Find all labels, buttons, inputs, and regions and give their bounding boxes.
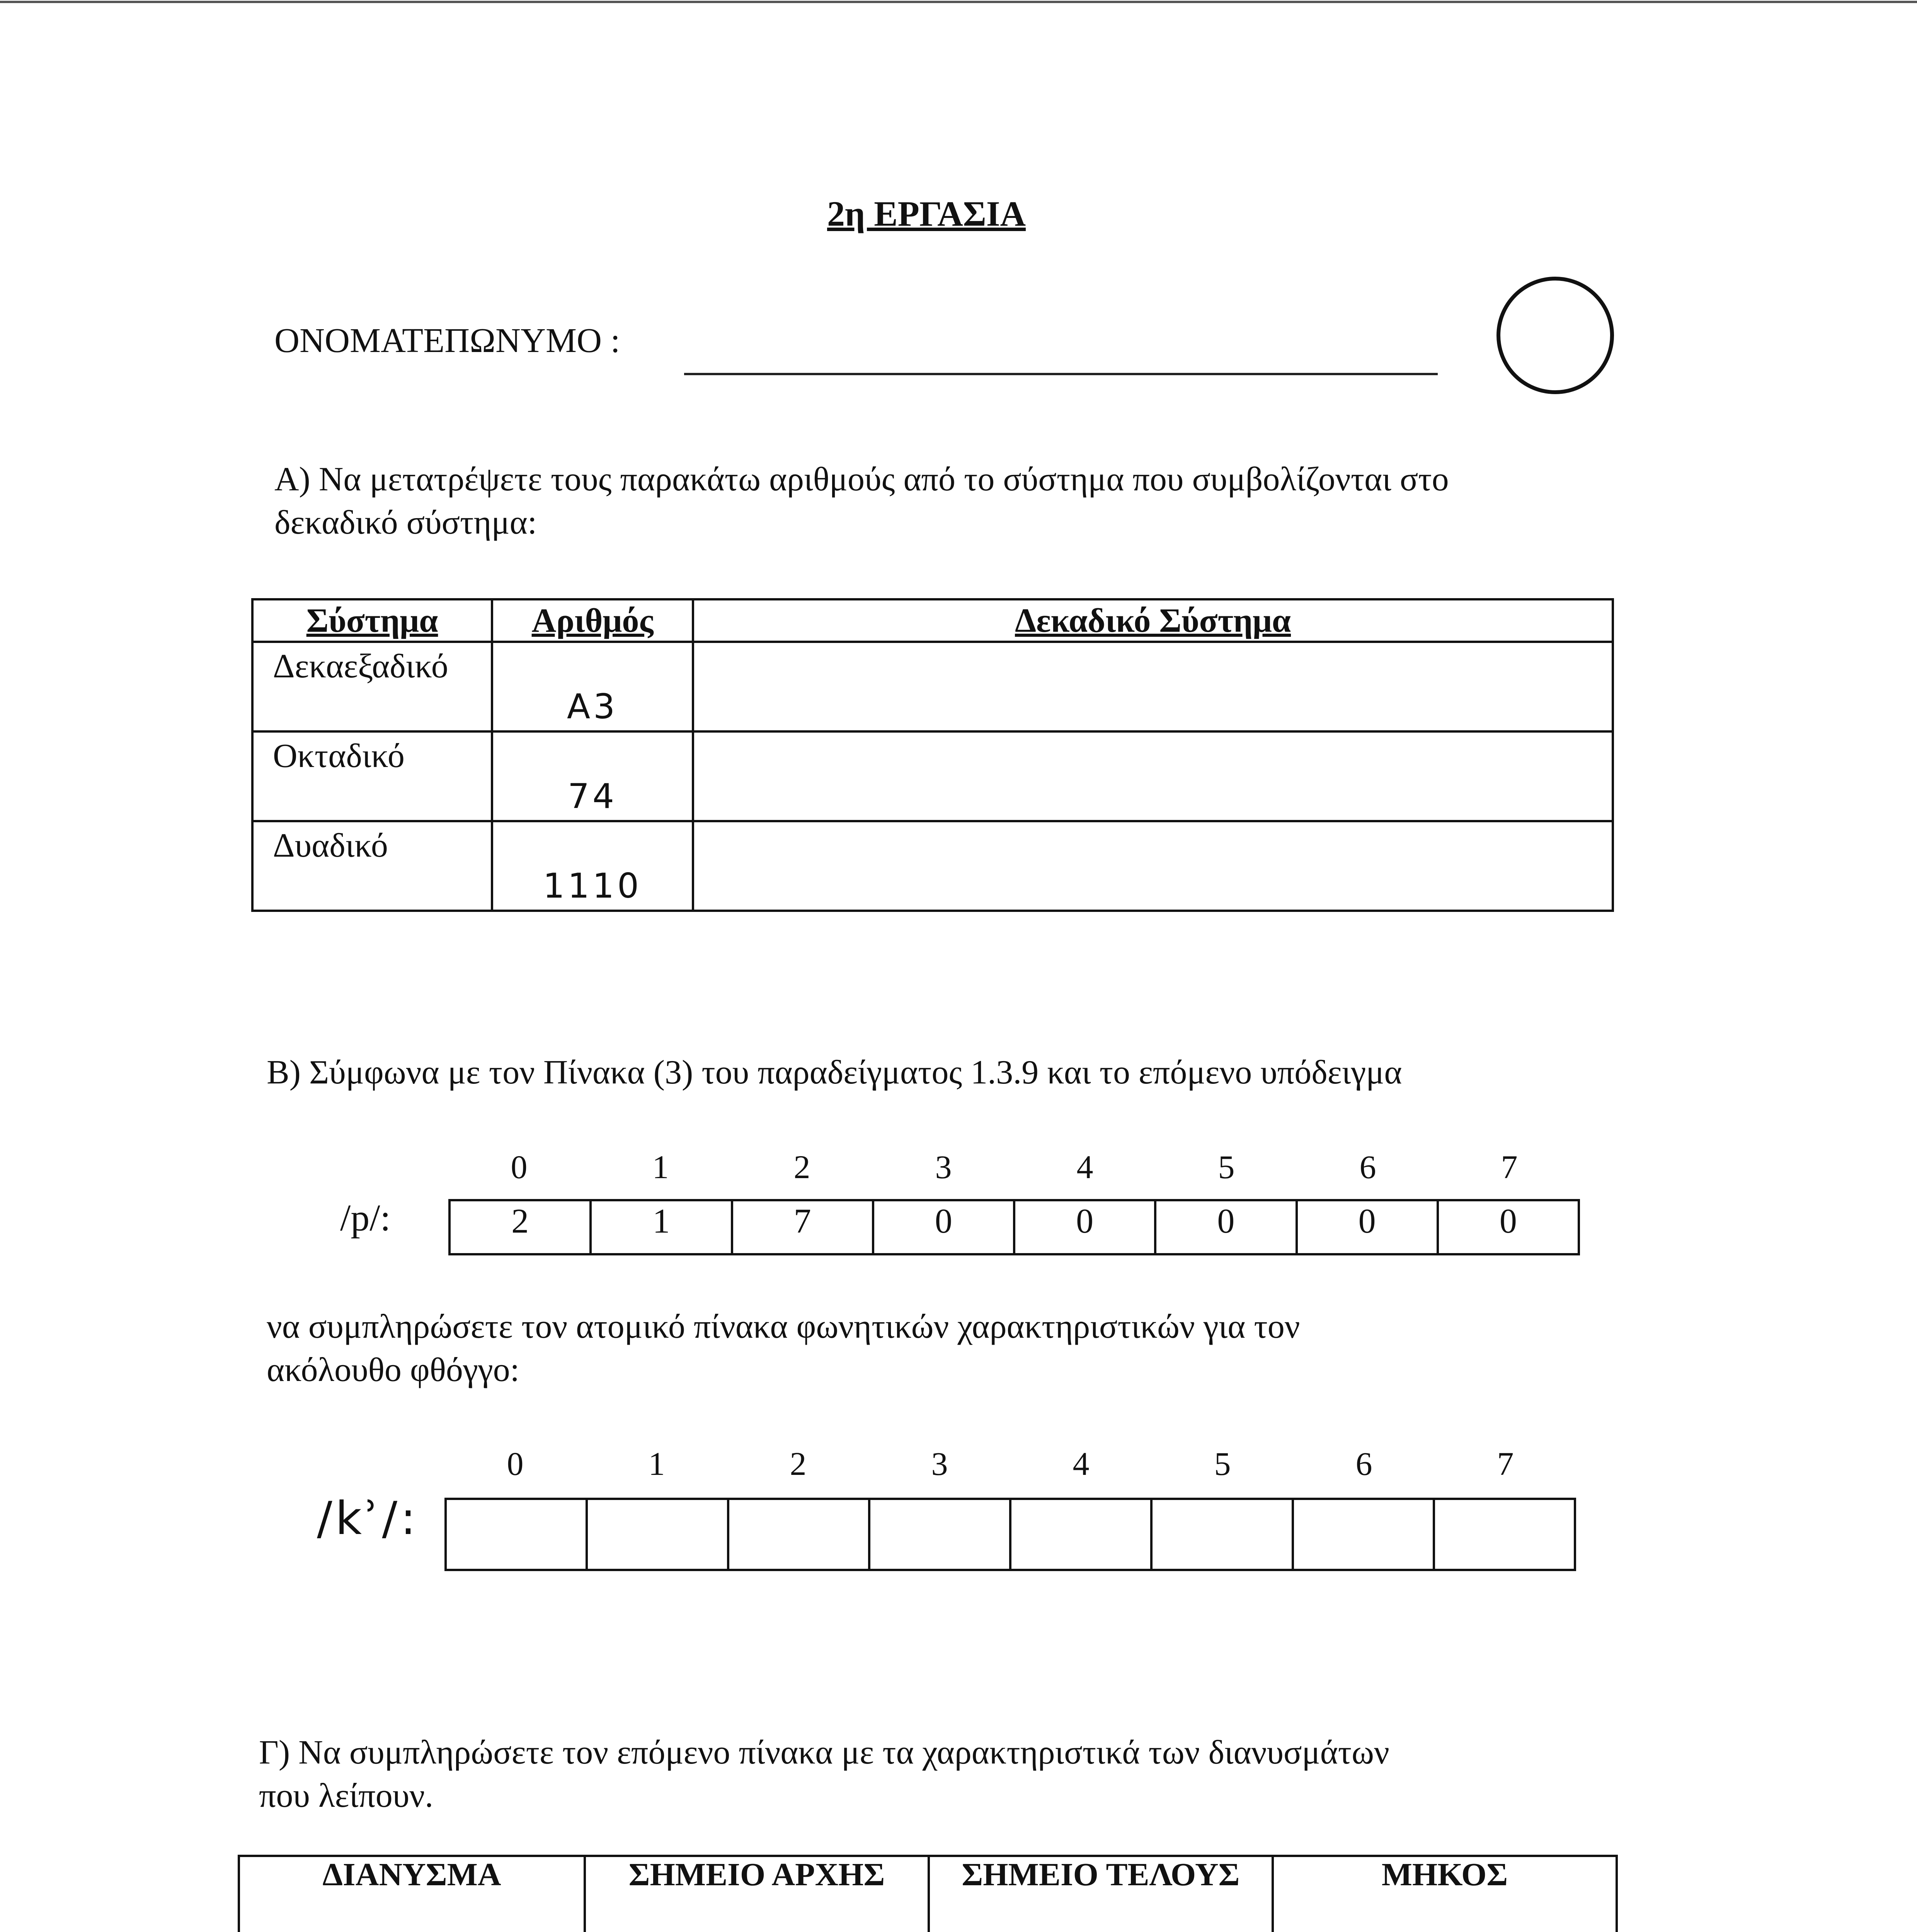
feature-answer-cell[interactable] <box>1151 1499 1292 1570</box>
scan-top-edge <box>0 1 1917 3</box>
grade-circle <box>1496 277 1614 394</box>
section-c-instruction-line2: που λείπουν. <box>259 1777 434 1815</box>
page-title: 2η ΕΡΓΑΣΙΑ <box>827 194 1026 233</box>
number-cell: A3 <box>492 642 693 731</box>
target-index-row <box>444 1444 1576 1483</box>
example-feature-table <box>448 1199 1580 1255</box>
target-feature-table <box>444 1498 1576 1571</box>
index-label: 2 <box>793 1148 810 1185</box>
feature-cell: 0 <box>1155 1200 1296 1254</box>
index-label: 4 <box>1076 1148 1093 1185</box>
section-a-instruction-line2: δεκαδικό σύστημα: <box>274 504 537 541</box>
feature-answer-cell[interactable] <box>446 1499 587 1570</box>
feature-cell: 0 <box>1297 1200 1438 1254</box>
feature-answer-cell[interactable] <box>869 1499 1010 1570</box>
number-cell: 74 <box>492 731 693 821</box>
name-field-line[interactable] <box>684 373 1438 375</box>
system-cell: Οκταδικό <box>252 731 492 821</box>
example-feature-row <box>449 1200 1579 1254</box>
conversion-table <box>251 598 1614 912</box>
feature-cell: 7 <box>732 1200 873 1254</box>
header-number: Αριθμός <box>492 599 693 642</box>
index-label: 1 <box>652 1148 669 1185</box>
target-phoneme-label: /kʾ/: <box>317 1492 419 1545</box>
header-start-point: ΣΗΜΕΙΟ ΑΡΧΗΣ <box>585 1856 929 1932</box>
index-label: 6 <box>1355 1445 1372 1482</box>
conversion-row <box>252 731 1613 821</box>
index-label: 0 <box>511 1148 528 1185</box>
decimal-answer-cell[interactable] <box>693 731 1613 821</box>
index-label: 5 <box>1214 1445 1231 1482</box>
feature-cell: 2 <box>449 1200 591 1254</box>
index-label: 5 <box>1218 1148 1235 1185</box>
header-decimal: Δεκαδικό Σύστημα <box>693 599 1613 642</box>
section-b-fill-line2: ακόλουθο φθόγγο: <box>267 1351 520 1389</box>
feature-cell: 0 <box>873 1200 1014 1254</box>
example-phoneme-label: /p/: <box>340 1197 391 1239</box>
index-label: 7 <box>1501 1148 1518 1185</box>
vector-header-row <box>239 1856 1617 1932</box>
target-feature-row <box>446 1499 1575 1570</box>
system-cell: Δεκαεξαδικό <box>252 642 492 731</box>
feature-answer-cell[interactable] <box>587 1499 728 1570</box>
section-b-instruction: Β) Σύμφωνα με τον Πίνακα (3) του παραδείγματος 1.3.9 και το επόμενο υπόδειγμα <box>267 1054 1402 1091</box>
section-a-instruction-line1: Α) Να μετατρέψετε τους παρακάτω αριθμούς από το σύστημα που συμβολίζονται στο <box>274 461 1449 498</box>
header-length: ΜΗΚΟΣ <box>1273 1856 1617 1932</box>
conversion-row <box>252 821 1613 911</box>
header-end-point: ΣΗΜΕΙΟ ΤΕΛΟΥΣ <box>929 1856 1273 1932</box>
index-label: 0 <box>507 1445 524 1482</box>
feature-cell: 1 <box>591 1200 732 1254</box>
name-label: ΟΝΟΜΑΤΕΠΩΝΥΜΟ : <box>274 321 620 360</box>
index-label: 3 <box>931 1445 948 1482</box>
feature-answer-cell[interactable] <box>1293 1499 1434 1570</box>
section-b-fill-line1: να συμπληρώσετε τον ατομικό πίνακα φωνητικών χαρακτηριστικών για τον <box>267 1308 1300 1345</box>
index-label: 4 <box>1073 1445 1090 1482</box>
index-label: 1 <box>648 1445 665 1482</box>
header-system: Σύστημα <box>252 599 492 642</box>
feature-answer-cell[interactable] <box>728 1499 869 1570</box>
index-label: 3 <box>935 1148 952 1185</box>
feature-answer-cell[interactable] <box>1010 1499 1151 1570</box>
conversion-row <box>252 642 1613 731</box>
feature-answer-cell[interactable] <box>1434 1499 1575 1570</box>
section-c-instruction-line1: Γ) Να συμπληρώσετε τον επόμενο πίνακα με τα χαρακτηριστικά των διανυσμάτων <box>259 1734 1389 1771</box>
decimal-answer-cell[interactable] <box>693 821 1613 911</box>
system-cell: Δυαδικό <box>252 821 492 911</box>
feature-cell: 0 <box>1014 1200 1155 1254</box>
index-label: 7 <box>1497 1445 1514 1482</box>
conversion-header-row <box>252 599 1613 642</box>
vector-table <box>238 1855 1618 1932</box>
index-label: 6 <box>1359 1148 1376 1185</box>
number-cell: 1110 <box>492 821 693 911</box>
feature-cell: 0 <box>1438 1200 1579 1254</box>
decimal-answer-cell[interactable] <box>693 642 1613 731</box>
index-label: 2 <box>790 1445 807 1482</box>
example-index-row <box>448 1148 1580 1186</box>
header-vector: ΔΙΑΝΥΣΜΑ <box>239 1856 585 1932</box>
